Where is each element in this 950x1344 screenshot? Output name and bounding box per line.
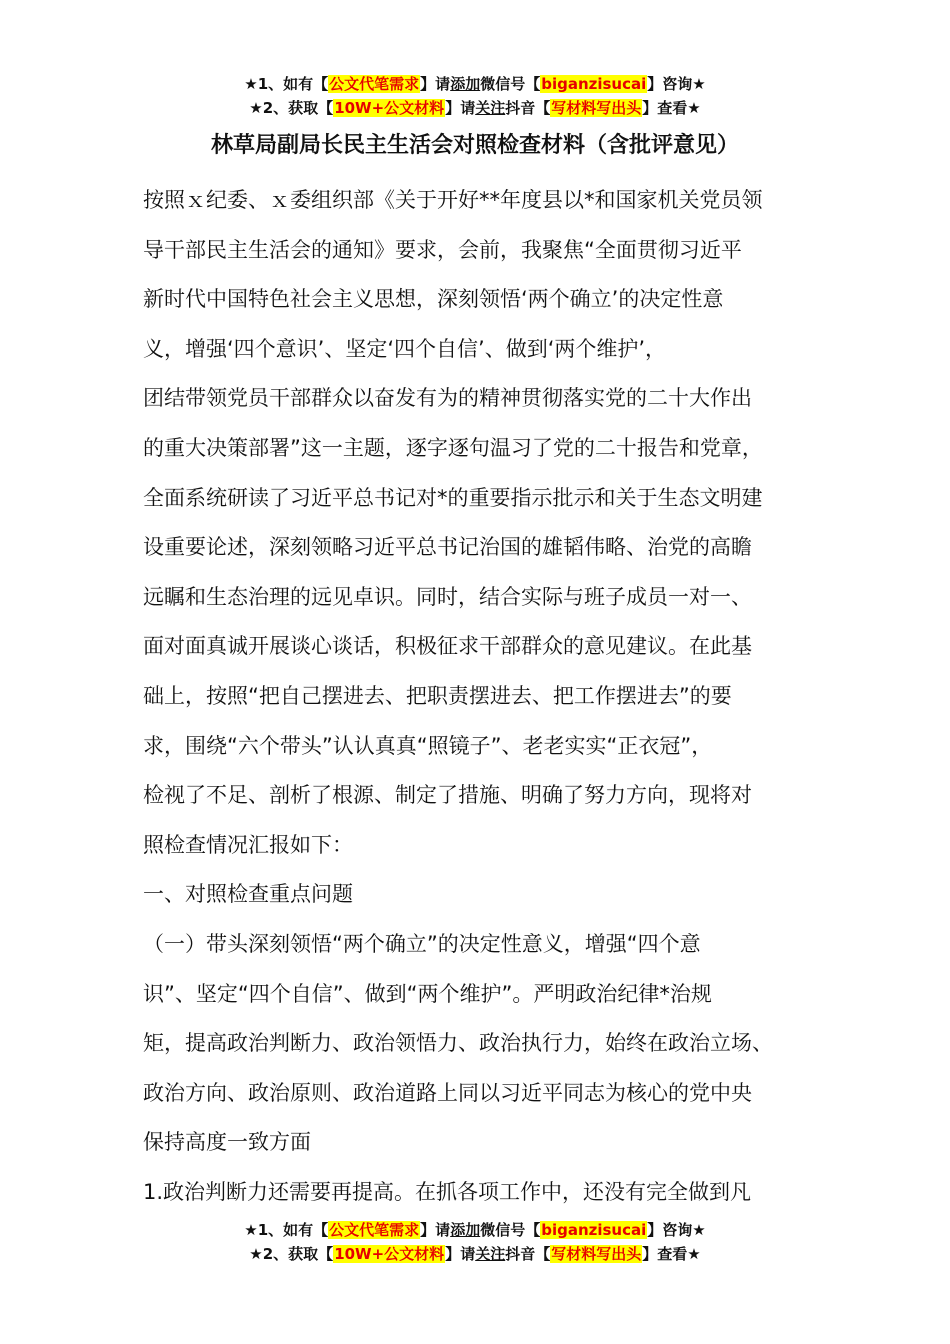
body-line: 义，增强‘四个意识’、坚定‘四个自信’、做到‘两个维护’，: [143, 336, 667, 361]
promo-highlight: biganzisucai: [541, 1221, 647, 1239]
promo-highlight: 10W+公文材料: [334, 99, 445, 117]
promo-highlight: 写材料写出头: [551, 99, 642, 117]
body-line: 导干部民主生活会的通知》要求，会前，我聚焦“全面贯彻习近平: [143, 237, 742, 262]
promo-line-1: [0, 72, 950, 96]
body-line: 1.政治判断力还需要再提高。在抓各项工作中，还没有完全做到凡: [143, 1179, 752, 1204]
promo-highlight: 公文代笔需求: [329, 1221, 420, 1239]
body-line: 检视了不足、剖析了根源、制定了措施、明确了努力方向，现将对: [143, 783, 752, 808]
promo-highlight: 10W+公文材料: [334, 1245, 445, 1263]
promo-line-2: [0, 96, 950, 120]
promo-text: ★1、如有【: [244, 75, 329, 93]
promo-text: 】请: [445, 99, 476, 117]
body-line: 远瞩和生态治理的远见卓识。同时，结合实际与班子成员一对一、: [143, 584, 752, 609]
promo-text: 抖音【: [505, 1245, 551, 1263]
promo-underline: 添加: [450, 1221, 481, 1239]
promo-text: 抖音【: [505, 99, 551, 117]
promo-text: 微信号【: [480, 1221, 541, 1239]
promo-text: 】请: [445, 1245, 476, 1263]
promo-text: ★2、获取【: [249, 99, 334, 117]
body-line: （一）带头深刻领悟“两个确立”的决定性意义，增强“四个意: [143, 931, 701, 956]
promo-underline: 关注: [475, 99, 506, 117]
body-line: 的重大决策部署”这一主题，逐字逐句温习了党的二十报告和党章，: [143, 435, 763, 460]
body-line: 照检查情况汇报如下：: [143, 832, 353, 857]
body-line: 全面系统研读了习近平总书记对*的重要指示批示和关于生态文明建: [143, 485, 763, 510]
promo-banner-bottom: [0, 1218, 950, 1266]
promo-text: 微信号【: [480, 75, 541, 93]
body-line: 矩，提高政治判断力、政治领悟力、政治执行力，始终在政治立场、: [143, 1031, 773, 1056]
body-line: 团结带领党员干部群众以奋发有为的精神贯彻落实党的二十大作出: [143, 386, 752, 411]
promo-banner-top: [0, 72, 950, 120]
promo-text: 】请: [420, 1221, 451, 1239]
body-line: 础上，按照“把自己摆进去、把职责摆进去、把工作摆进去”的要: [143, 683, 732, 708]
promo-text: 】查看★: [642, 99, 701, 117]
promo-text: ★1、如有【: [244, 1221, 329, 1239]
body-line: 按照ｘ纪委、ｘ委组织部《关于开好**年度县以*和国家机关党员领: [143, 188, 763, 212]
promo-highlight: 写材料写出头: [551, 1245, 642, 1263]
promo-text: 】咨询★: [647, 1221, 706, 1239]
body-line: 设重要论述，深刻领略习近平总书记治国的雄韬伟略、治党的高瞻: [143, 535, 752, 560]
promo-text: 】请: [420, 75, 451, 93]
promo-line-2: [0, 1242, 950, 1266]
body-line: 政治方向、政治原则、政治道路上同以习近平同志为核心的党中央: [143, 1080, 752, 1105]
promo-underline: 添加: [450, 75, 481, 93]
body-line: 保持高度一致方面: [143, 1130, 311, 1155]
promo-text: ★2、获取【: [249, 1245, 334, 1263]
promo-text: 】咨询★: [647, 75, 706, 93]
document-body: [143, 176, 833, 1217]
promo-text: 】查看★: [642, 1245, 701, 1263]
document-title: 林草局副局长民主生活会对照检查材料（含批评意见）: [210, 133, 739, 158]
promo-highlight: 公文代笔需求: [329, 75, 420, 93]
body-line: 求，围绕“六个带头”认认真真“照镜子”、老老实实“正衣冠”，: [143, 733, 713, 758]
promo-underline: 关注: [475, 1245, 506, 1263]
body-line: 一、对照检查重点问题: [143, 882, 353, 907]
body-line: 新时代中国特色社会主义思想，深刻领悟‘两个确立’的决定性意: [143, 287, 724, 312]
body-line: 识”、坚定“四个自信”、做到“两个维护”。严明政治纪律*治规: [143, 981, 712, 1006]
promo-line-1: [0, 1218, 950, 1242]
body-line: 面对面真诚开展谈心谈话，积极征求干部群众的意见建议。在此基: [143, 634, 752, 659]
promo-highlight: biganzisucai: [541, 75, 647, 93]
